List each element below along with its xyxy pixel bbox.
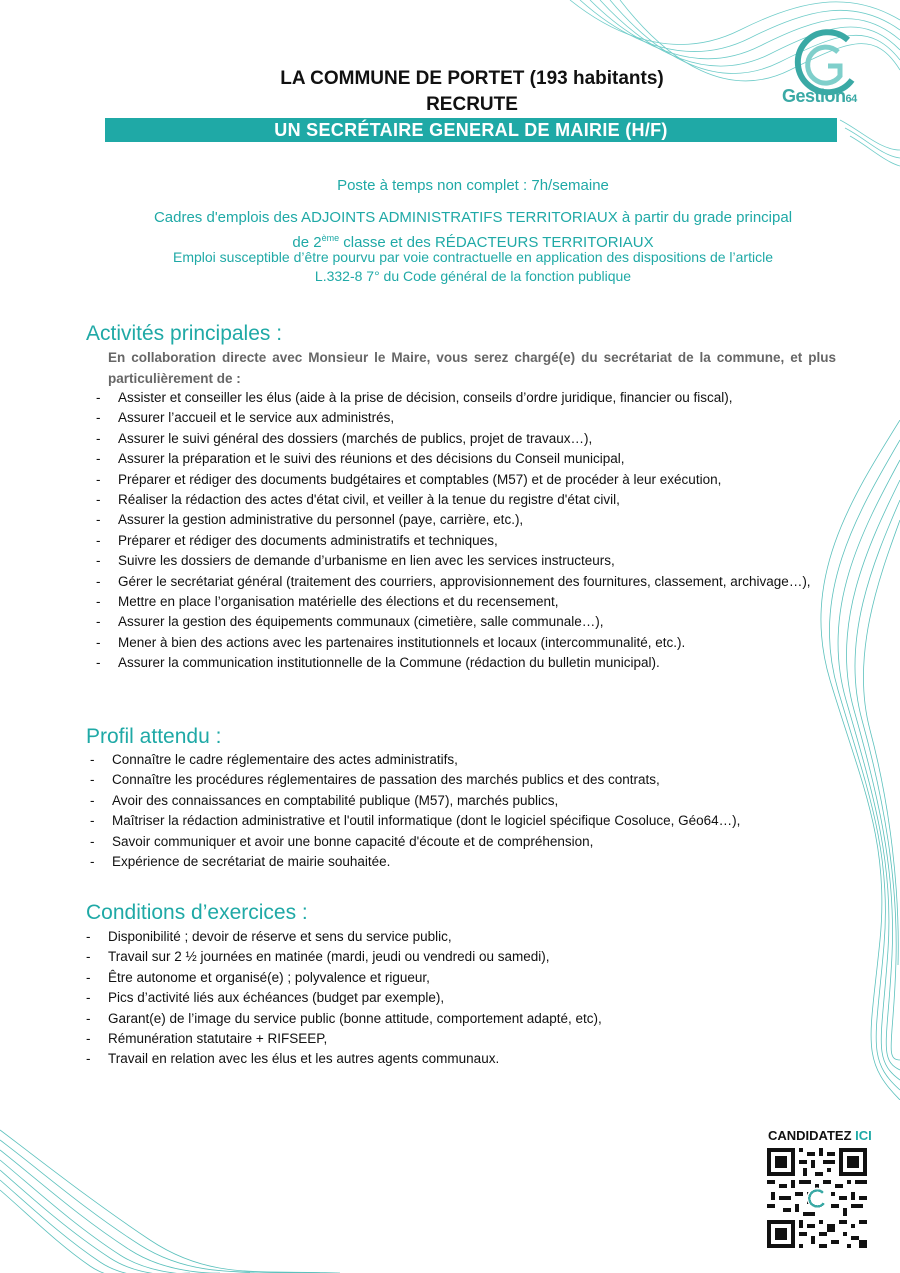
list-item: - Disponibilité ; devoir de réserve et sens du service public, — [86, 929, 452, 944]
logo-text: Gestion64 — [782, 86, 857, 106]
page-title: LA COMMUNE DE PORTET (193 habitants) — [280, 68, 664, 89]
page-subtitle: RECRUTE — [426, 94, 518, 115]
list-item: - Avoir des connaissances en comptabilité publique (M57), marchés publics, — [90, 792, 559, 808]
list-item: - Assurer le suivi général des dossiers (marchés de publics, projet de travaux…), — [96, 430, 593, 446]
qr-code-icon[interactable] — [767, 1148, 867, 1248]
list-item: - Assurer la communication institutionnelle de la Commune (rédaction du bulletin municipal). — [96, 655, 660, 671]
list-item: - Suivre les dossiers de demande d’urbanisme en lien avec les services instructeurs, — [96, 553, 615, 569]
profil-title: Profil attendu : — [86, 725, 222, 748]
list-item: - Garant(e) de l’image du service public (bonne attitude, comportement adapté, etc), — [86, 1010, 602, 1026]
candidatez-label: CANDIDATEZ ICI — [768, 1128, 872, 1143]
list-item: - Expérience de secrétariat de mairie souhaitée. — [90, 854, 391, 870]
list-item: - Mettre en place l’organisation matérielle des élections et du recensement, — [96, 594, 559, 610]
list-item: - Réaliser la rédaction des actes d'état civil, et veiller à la tenue du registre d'état civil, — [96, 492, 620, 508]
list-item: - Travail sur 2 ½ journées en matinée (mardi, jeudi ou vendredi ou samedi), — [86, 949, 550, 965]
list-item: - Assurer la gestion des équipements communaux (cimetière, salle communale…), — [96, 614, 604, 630]
activites-title: Activités principales : — [86, 322, 283, 345]
cadres-info: Cadres d'emplois des ADJOINTS ADMINISTRATIFS TERRITORIAUX à partir du grade principal de 2ème classe et des RÉDACTEURS TERRITORIAUX — [153, 209, 793, 251]
job-title-banner: UN SECRÉTAIRE GENERAL DE MAIRIE (H/F) — [105, 118, 837, 142]
poste-info: Poste à temps non complet : 7h/semaine — [337, 177, 609, 194]
list-item: - Pics d’activité liés aux échéances (budget par exemple), — [86, 990, 445, 1006]
list-item: - Être autonome et organisé(e) ; polyvalence et rigueur, — [86, 969, 430, 985]
wave-decoration-bottom-icon — [0, 1120, 340, 1273]
activites-list — [96, 388, 836, 674]
list-item: - Savoir communiquer et avoir une bonne capacité d'écoute et de compréhension, — [90, 833, 594, 849]
list-item: - Rémunération statutaire + RIFSEEP, — [86, 1031, 328, 1047]
list-item: - Travail en relation avec les élus et les autres agents communaux. — [86, 1051, 500, 1067]
conditions-title: Conditions d’exercices : — [86, 901, 308, 924]
profil-list — [90, 750, 836, 872]
list-item: - Assurer la préparation et le suivi des réunions et des décisions du Conseil municipal, — [96, 451, 625, 467]
list-item: - Maîtriser la rédaction administrative et l'outil informatique (dont le logiciel spécifique Cosoluce, Géo64…), — [90, 813, 741, 829]
list-item: - Connaître les procédures réglementaires de passation des marchés publics et des contrats, — [90, 772, 660, 788]
list-item: - Préparer et rédiger des documents administratifs et techniques, — [96, 532, 498, 548]
emploi-info: Emploi susceptible d’être pourvu par voie contractuelle en application des dispositions de l’article L.332-8 7° du Code général de la fonction publique — [172, 249, 773, 284]
list-item: - Gérer le secrétariat général (traitement des courriers, approvisionnement des fournitures, classement, archivage…), — [96, 573, 811, 589]
conditions-list — [86, 927, 836, 1070]
list-item: - Préparer et rédiger des documents budgétaires et comptables (M57) et de procéder à leur exécution, — [96, 471, 722, 487]
list-item: - Connaître le cadre réglementaire des actes administratifs, — [90, 752, 458, 767]
list-item: - Assister et conseiller les élus (aide à la prise de décision, conseils d’ordre juridique, financier ou fiscal), — [96, 390, 733, 405]
activites-intro: En collaboration directe avec Monsieur le Maire, vous serez chargé(e) du secrétariat de la commune, et plus particulièrement de : — [108, 350, 836, 386]
list-item: - Assurer la gestion administrative du personnel (paye, carrière, etc.), — [96, 512, 524, 528]
list-item: - Mener à bien des actions avec les partenaires institutionnels et locaux (intercommunalité, etc.). — [96, 634, 686, 650]
list-item: - Assurer l’accueil et le service aux administrés, — [96, 410, 395, 426]
